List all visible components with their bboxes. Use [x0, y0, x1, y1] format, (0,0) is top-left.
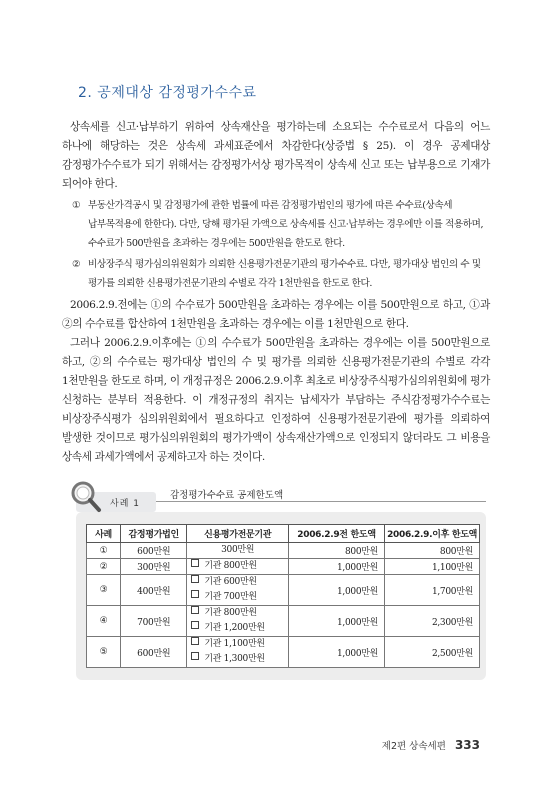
table-row: [87, 575, 480, 606]
cell-before: 1,000만원: [288, 637, 384, 668]
cell-before: 1,000만원: [288, 559, 384, 575]
example-title-rule: [156, 501, 486, 502]
cell-case: ④: [87, 606, 121, 637]
checkbox-square-icon: [191, 652, 199, 660]
header-after: 2006.2.9.이후 한도액: [385, 525, 480, 543]
table-header-row: [87, 525, 480, 543]
credit-entry-text: 300만원: [221, 545, 255, 555]
credit-entry-text: 기관 600만원: [204, 577, 257, 587]
cell-before: 1,000만원: [288, 575, 384, 606]
section-heading: 2. 공제대상 감정평가수수료: [78, 85, 257, 101]
credit-entry: [191, 590, 284, 605]
cell-appraisal: 300만원: [121, 559, 187, 575]
example-box: [68, 478, 486, 680]
cell-case: ③: [87, 575, 121, 606]
cell-case: ②: [87, 559, 121, 575]
cell-appraisal: 400만원: [121, 575, 187, 606]
table-row: [87, 543, 480, 559]
cell-credit: [187, 543, 289, 559]
cell-credit: [187, 637, 289, 668]
credit-entry: [191, 575, 284, 590]
credit-entry-text: 기관 1,300만원: [204, 654, 265, 664]
list-item-1-number: ①: [72, 200, 81, 211]
cell-appraisal: 600만원: [121, 543, 187, 559]
credit-entry: [191, 559, 284, 574]
example-header: [68, 478, 486, 518]
header-case: 사례: [87, 525, 121, 543]
cell-after: 800만원: [385, 543, 480, 559]
credit-entry-text: 기관 700만원: [204, 592, 257, 602]
footer-section: 제2편 상속세편: [381, 741, 446, 752]
checkbox-square-icon: [191, 621, 199, 629]
credit-entry-text: 기관 1,100만원: [204, 639, 265, 649]
intro-paragraph: 상속세를 신고·납부하기 위하여 상속재산을 평가하는데 소요되는 수수료로서 다음의 어느 하나에 해당하는 것은 상속세 과세표준에서 차감한다(상증법 § 25). 이 경우 공제대상 감정평가수수료가 되기 위해서는 감정평가서상 평가목적이 상속세 신고 또는 납부용으로 기재가 되어야 한다.: [62, 121, 490, 190]
checkbox-square-icon: [191, 575, 199, 583]
cell-after: 2,500만원: [385, 637, 480, 668]
page-footer: [382, 738, 480, 752]
cell-credit: [187, 606, 289, 637]
body-text: [62, 118, 490, 467]
header-before: 2006.2.9전 한도액: [288, 525, 384, 543]
cell-credit: [187, 575, 289, 606]
deduction-limit-table: [86, 524, 480, 668]
paragraph-3: 그러나 2006.2.9.이후에는 ①의 수수료가 500만원을 초과하는 경우에는 이를 500만원으로 하고, ②의 수수료는 평가대상 법인의 수 및 평가를 의뢰한 신용평가전문기관의 수별로 각각 1천만원을 한도로 하며, 이 개정규정은 2006.2.9.이후 최초로 비상장주식평가심의위원회에 평가 신청하는 분부터 적용한다. 이 개정규정의 취지는 납세자가 부담하는 주식감정평가수수료는 비상장주식평가 심의위원회에서 필요하다고 인정하여 신용평가전문기관에 평가를 의뢰하여 발생한 것이므로 평가심의위원회의 평가가액이 상속재산가액으로 인정되지 않더라도 그 비용을 상속세 과세가액에서 공제하고자 하는 것이다.: [62, 337, 490, 463]
credit-entry-text: 기관 800만원: [204, 608, 257, 618]
credit-entry: [191, 621, 284, 636]
example-title: 감정평가수수료 공제한도액: [170, 490, 284, 501]
example-badge-label: 사례 1: [110, 499, 140, 509]
checkbox-square-icon: [191, 590, 199, 598]
cell-after: 1,700만원: [385, 575, 480, 606]
table-row: [87, 637, 480, 668]
list-item-2-number: ②: [72, 259, 81, 270]
credit-entry: [191, 606, 284, 621]
list-item-2-text: 비상장주식 평가심의위원회가 의뢰한 신용평가전문기관의 평가수수료. 다만, 평가대상 법인의 수 및 평가를 의뢰한 신용평가전문기관의 수별로 각각 1천만원을 한도로 한다.: [88, 259, 481, 289]
checkbox-square-icon: [191, 637, 199, 645]
cell-case: ⑤: [87, 637, 121, 668]
list-item-1-text: 부동산가격공시 및 감정평가에 관한 법률에 따른 감정평가법인의 평가에 따른 수수료(상속세 납부목적용에 한한다). 다만, 당해 평가된 가액으로 상속세를 신고·납부하는 경우에만 이를 적용하며, 수수료가 500만원을 초과하는 경우에는 500만원을 한도로 한다.: [88, 200, 484, 249]
magnifier-icon: [68, 478, 104, 516]
credit-entry: [191, 543, 284, 558]
cell-credit: [187, 559, 289, 575]
checkbox-square-icon: [191, 559, 199, 567]
credit-entry-text: 기관 1,200만원: [204, 623, 265, 633]
table-row: [87, 559, 480, 575]
credit-entry: [191, 637, 284, 652]
cell-before: 1,000만원: [288, 606, 384, 637]
table-row: [87, 606, 480, 637]
header-credit: 신용평가전문기관: [187, 525, 289, 543]
credit-entry: [191, 652, 284, 667]
cell-appraisal: 600만원: [121, 637, 187, 668]
page-number: 333: [454, 738, 480, 752]
cell-case: ①: [87, 543, 121, 559]
list-item-1: [62, 196, 490, 253]
cell-after: 2,300만원: [385, 606, 480, 637]
credit-entry-text: 기관 800만원: [204, 561, 257, 571]
cell-appraisal: 700만원: [121, 606, 187, 637]
header-appraisal: 감정평가법인: [121, 525, 187, 543]
checkbox-square-icon: [191, 606, 199, 614]
cell-after: 1,100만원: [385, 559, 480, 575]
list-item-2: [62, 255, 490, 293]
cell-before: 800만원: [288, 543, 384, 559]
paragraph-2: 2006.2.9.전에는 ①의 수수료가 500만원을 초과하는 경우에는 이를 500만원으로 하고, ①과 ②의 수수료를 합산하여 1천만원을 초과하는 경우에는 이를 1천만원으로 한다.: [62, 299, 490, 330]
